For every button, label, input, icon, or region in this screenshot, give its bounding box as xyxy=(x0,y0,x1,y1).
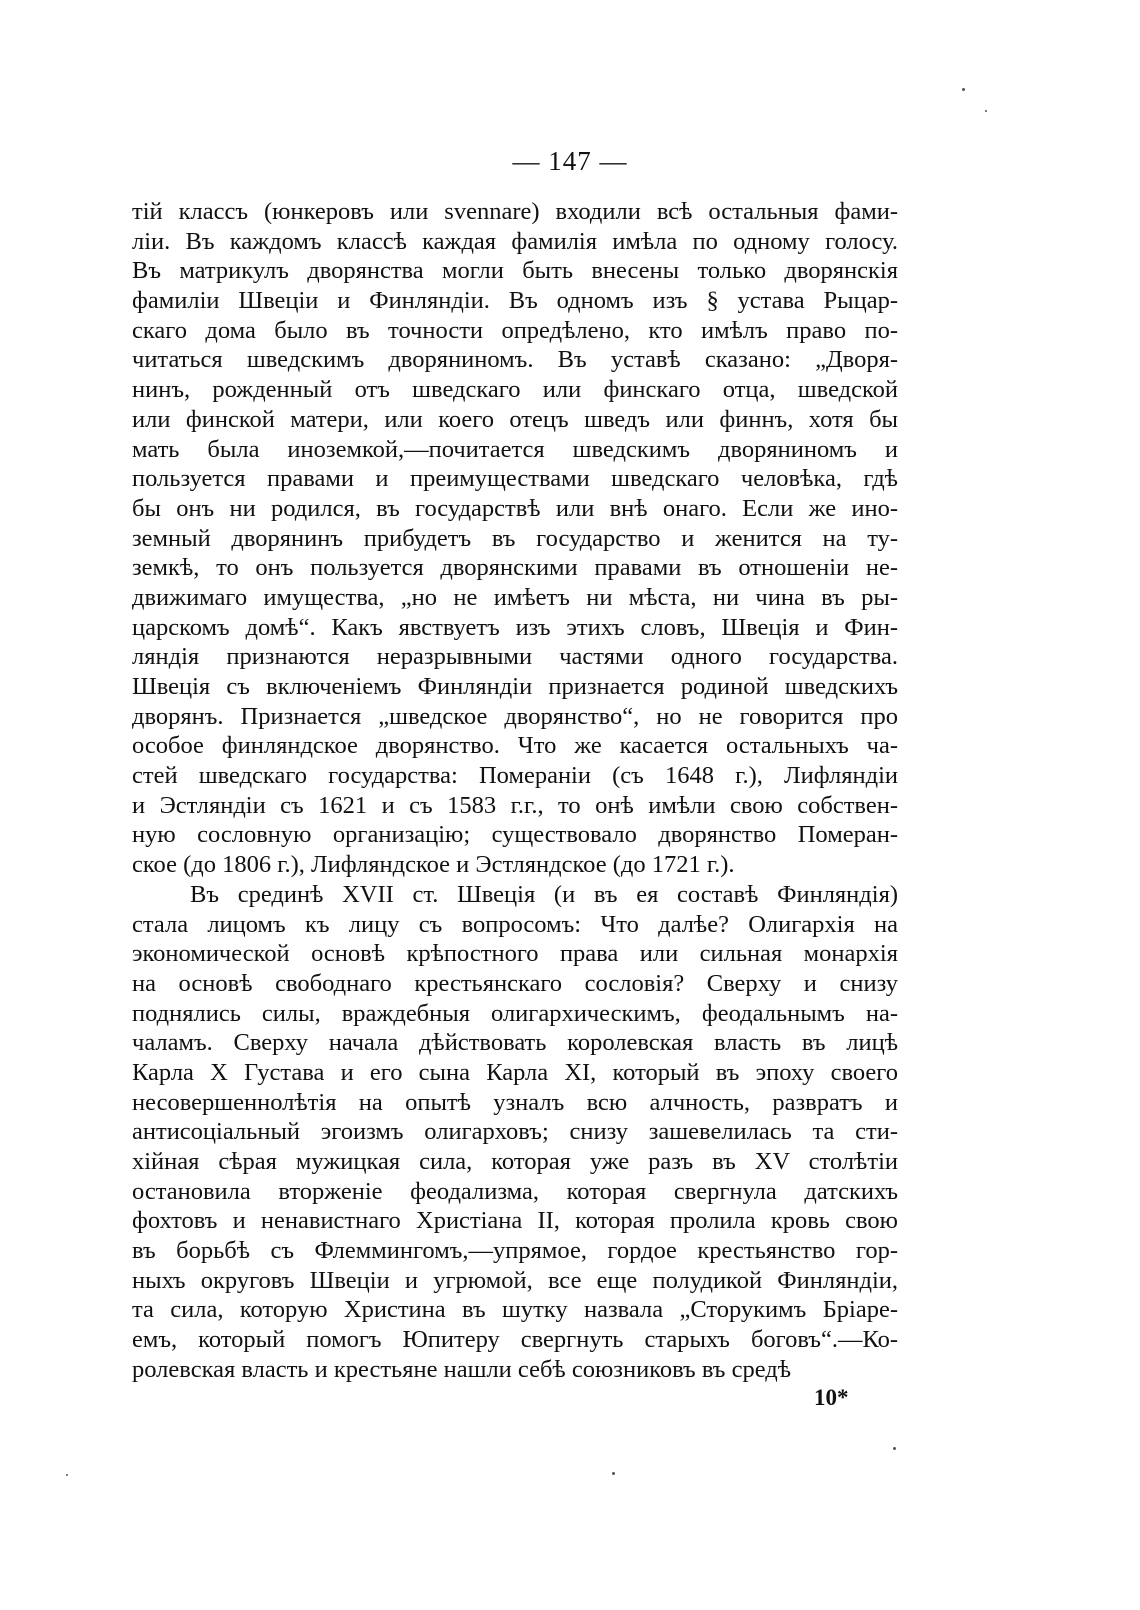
text-line: ляндія признаются неразрывными частями одного государства. xyxy=(132,643,898,671)
text-line: поднялись силы, враждебныя олигархическимъ, феодальнымъ на- xyxy=(132,999,898,1027)
text-line: Карла X Густава и его сына Карла XI, который въ эпоху своего xyxy=(132,1058,898,1086)
text-line: въ борьбѣ съ Флеммингомъ,—упрямое, гордое крестьянство гор- xyxy=(132,1237,898,1265)
text-line: движимаго имущества, „но не имѣетъ ни мѣста, ни чина въ ры- xyxy=(132,583,898,611)
text-line: стей шведскаго государства: Помераніи (съ 1648 г.), Лифляндіи xyxy=(132,762,898,790)
text-line: пользуется правами и преимуществами шведскаго человѣка, гдѣ xyxy=(132,465,898,493)
signature-mark: 10* xyxy=(814,1385,849,1410)
text-line: стала лицомъ къ лицу съ вопросомъ: Что далѣе? Олигархія на xyxy=(132,910,898,938)
text-line: ское (до 1806 г.), Лифляндское и Эстляндское (до 1721 г.). xyxy=(132,851,735,879)
scan-speck xyxy=(962,88,965,91)
text-line: чаламъ. Сверху начала дѣйствовать королевская власть въ лицѣ xyxy=(132,1029,898,1057)
text-line: Швеція съ включеніемъ Финляндіи признается родиной шведскихъ xyxy=(132,673,898,700)
text-line: нинъ, рожденный отъ шведскаго или финскаго отца, шведской xyxy=(132,376,898,404)
text-line: ныхъ округовъ Швеціи и угрюмой, все еще полудикой Финляндіи, xyxy=(132,1266,898,1294)
text-line: земкѣ, то онъ пользуется дворянскими правами въ отношеніи не- xyxy=(132,554,898,582)
paragraph-2 xyxy=(132,880,898,1385)
text-line: та сила, которую Христина въ шутку назвала „Сторукимъ Бріаре- xyxy=(132,1296,898,1324)
text-line: скаго дома было въ точности опредѣлено, кто имѣлъ право по- xyxy=(132,316,898,344)
text-line: читаться шведскимъ дворяниномъ. Въ уставѣ сказано: „Дворя- xyxy=(132,346,898,374)
text-line: Въ матрикулъ дворянства могли быть внесены только дворянскія xyxy=(132,257,898,285)
text-line: Въ срединѣ XVII ст. Швеція (и въ ея составѣ Финляндія) xyxy=(190,880,898,908)
text-line: тій классъ (юнкеровъ или svennare) входили всѣ остальныя фами- xyxy=(132,198,898,225)
text-line: ролевская власть и крестьяне нашли себѣ союзниковъ въ средѣ xyxy=(132,1355,792,1383)
text-line: фамиліи Швеціи и Финляндіи. Въ одномъ изъ § устава Рыцар- xyxy=(132,287,898,315)
scan-speck xyxy=(985,110,987,112)
text-line: бы онъ ни родился, въ государствѣ или внѣ онаго. Если же ино- xyxy=(132,494,898,522)
text-line: антисоціальный эгоизмъ олигарховъ; снизу зашевелилась та сти- xyxy=(132,1118,898,1146)
text-line: и Эстляндіи съ 1621 и съ 1583 г.г., то онѣ имѣли свою собствен- xyxy=(132,791,898,819)
text-line: дворянъ. Признается „шведское дворянство“, но не говорится про xyxy=(132,702,898,730)
text-line: или финской матери, или коего отецъ шведъ или финнъ, хотя бы xyxy=(132,405,898,433)
text-line: емъ, который помогъ Юпитеру свергнуть старыхъ боговъ“.—Ко- xyxy=(132,1326,898,1354)
text-line: ліи. Въ каждомъ классѣ каждая фамилія имѣла по одному голосу. xyxy=(132,227,898,255)
scan-speck xyxy=(893,1447,896,1450)
scan-speck xyxy=(66,1474,68,1476)
text-line: экономической основѣ крѣпостного права или сильная монархія xyxy=(132,940,898,968)
scan-speck xyxy=(612,1472,615,1475)
text-line: хійная сѣрая мужицкая сила, которая уже разъ въ XV столѣтіи xyxy=(132,1148,898,1175)
text-line: фохтовъ и ненавистнаго Христіана II, которая пролила кровь свою xyxy=(132,1207,898,1235)
text-line: несовершеннолѣтія на опытѣ узналъ всю алчность, развратъ и xyxy=(132,1088,898,1116)
text-line: царскомъ домѣ“. Какъ явствуетъ изъ этихъ словъ, Швеція и Фин- xyxy=(132,613,898,641)
text-line: земный дворянинъ прибудетъ въ государство и женится на ту- xyxy=(132,524,898,552)
text-line: на основѣ свободнаго крестьянскаго сословія? Сверху и снизу xyxy=(132,969,898,997)
page-number: — 147 — xyxy=(512,146,628,176)
text-line: ную сословную организацію; существовало дворянство Померан- xyxy=(132,821,898,849)
text-line: мать была иноземкой,—почитается шведскимъ дворяниномъ и xyxy=(132,435,898,463)
paragraph-1 xyxy=(132,197,898,880)
text-line: остановила вторженіе феодализма, которая свергнула датскихъ xyxy=(132,1177,898,1205)
text-line: особое финляндское дворянство. Что же касается остальныхъ ча- xyxy=(132,732,898,760)
body-text xyxy=(132,197,898,1385)
